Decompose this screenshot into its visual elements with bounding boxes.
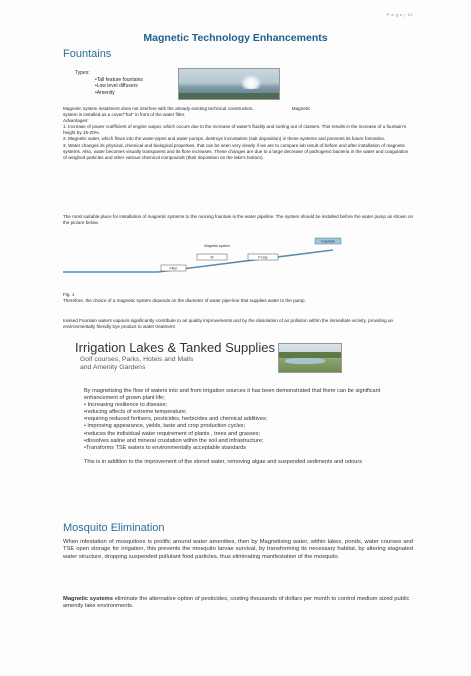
- advantage-item: 3. Water changes its physical, chemical and biological properties, that can be seen very clearly if we are to compare lab result of before and after installation of magnetic systems. Also, water becomes visually transparent and its flore increases. These changes are due to a large decrease of pathogenic bacteria in the water and coagulation of weighed particles and other various chemical compounds (their deposition on the lake's bottom).: [63, 142, 409, 160]
- irrigation-subheading: [80, 356, 193, 372]
- irrigation-sub-line: Golf courses, Parks, Hotels and Malls: [80, 356, 194, 363]
- irrigation-heading: Irrigation Lakes & Tanked Supplies: [75, 340, 275, 355]
- golf-water: [285, 358, 325, 364]
- mosquito-paragraph-2: [63, 596, 413, 611]
- fountain-types: [75, 70, 143, 96]
- fountain-shore: [179, 93, 279, 99]
- advantage-item: 2. Magnetic water, which flows into the water-pipes and water pumps, destroys incrustation (salt deposition) in these systems and prevents its future formation.: [63, 136, 386, 142]
- intro-text-magnetic: Magnetic: [291, 106, 311, 111]
- irrigation-bullet: •reducing affects of extreme temperature;: [84, 409, 187, 416]
- fountain-photo: [178, 68, 280, 100]
- installation-diagram: [63, 236, 413, 294]
- advantages-label: Advantages:: [63, 118, 89, 124]
- fig-label: Fig. 1: [63, 292, 75, 297]
- figure-caption: [63, 292, 413, 304]
- intro-text: Magnetic system instalment does not interfere with the already existing technical construction.: [63, 106, 254, 111]
- irrigation-addition: This is in addition to the improvement of the stored water, removing algae and suspended sediments and odours: [84, 458, 362, 465]
- magnetic-m-label: M: [210, 255, 214, 260]
- magnetic-systems-bold: Magnetic systems: [63, 596, 113, 602]
- mosquito-heading: Mosquito Elimination: [63, 522, 165, 534]
- golf-course-photo: [278, 343, 342, 373]
- magnetic-system-label: Magnetic system: [204, 244, 230, 248]
- irrigation-body: [84, 388, 384, 466]
- irrigation-bullet: •reduces the individual water requirement of plants , trees and grasses;: [84, 430, 261, 437]
- page-title: Magnetic Technology Enhancements: [143, 32, 328, 44]
- intro-text-2: system is installed as a cover/"hat" in front of the water filter.: [63, 112, 186, 118]
- type-item: •Low level diffusers: [95, 83, 138, 90]
- irrigation-bullet: •dissolves saline and mineral crustation within the soil and infrastructure;: [84, 437, 264, 444]
- type-item: •Amenity: [95, 89, 115, 96]
- advantage-item: 1. Increase of power coefficient of engine output, which occurs due to the increase of water's fluidity and sorting out of clusters. This results in the increase of a fountain's height by 15-20%.: [63, 124, 406, 136]
- irrigation-bullet: •requiring reduced fertisers, pesticides, herbicides and chemical additives;: [84, 416, 268, 423]
- fountain-spray: [241, 75, 261, 89]
- page-number: P a g e | 10: [386, 12, 413, 17]
- mosquito-text: When infestation of mosquitoes is prolific around water amenities, then by Magnetising water, within lakes, ponds, water courses and TSE open storage for irrigation, this prevents the mosquito larvae survival, by transforming its necessary habitat, by altering stagnated water structure, dropping suspended pollutant food particles, thus eliminating manifestation of the mosquito.: [63, 539, 413, 560]
- types-label: Types:: [75, 70, 90, 76]
- mosquito-text-2: eliminate the alternative option of pesticides, costing thousands of dollars per month to control medium sized public amenity lake environments.: [63, 596, 410, 610]
- filter-label: Filter: [169, 266, 178, 271]
- fountain-intro: [63, 106, 413, 161]
- pump-label: Pump: [258, 255, 268, 260]
- mosquito-paragraph-1: [63, 539, 413, 561]
- irrigation-bullet: • improving appearance, yields, taste and crop production cycles;: [84, 423, 246, 430]
- fountain-label: Fountain: [321, 239, 335, 244]
- irrigation-bullet: •Transforms TSE waters to environmentally acceptable standards: [84, 444, 247, 451]
- fig-text: Therefore, the choice of a magnetic system depends on the diameter of water pipe-line that supplies water to the pump.: [63, 298, 306, 304]
- type-item: •Tall feature fountains: [95, 76, 143, 83]
- fountains-heading: Fountains: [63, 48, 112, 60]
- ionised-text: Ionised Fountain waters vapours significantly contribute to air quality improvements and by the dissolution of air pollution within the immediate vicinity, providing an environmentally friendly bye product to water treatment: [63, 318, 394, 330]
- placement-text: The most suitable place for installation of magnetic systems to the running fountain is the water pipeline. The system should be installed before the water pump as shown on the picture below.: [63, 214, 413, 226]
- irrigation-intro: By magnetising the flow of waters into and from irrigation sources it has been demonstrated that there can be significant enhancement of grown plant life;: [84, 388, 381, 402]
- irrigation-bullet: • Increasing resilience to disease;: [84, 402, 168, 409]
- irrigation-sub-line: and Amenity Gardens: [80, 364, 146, 371]
